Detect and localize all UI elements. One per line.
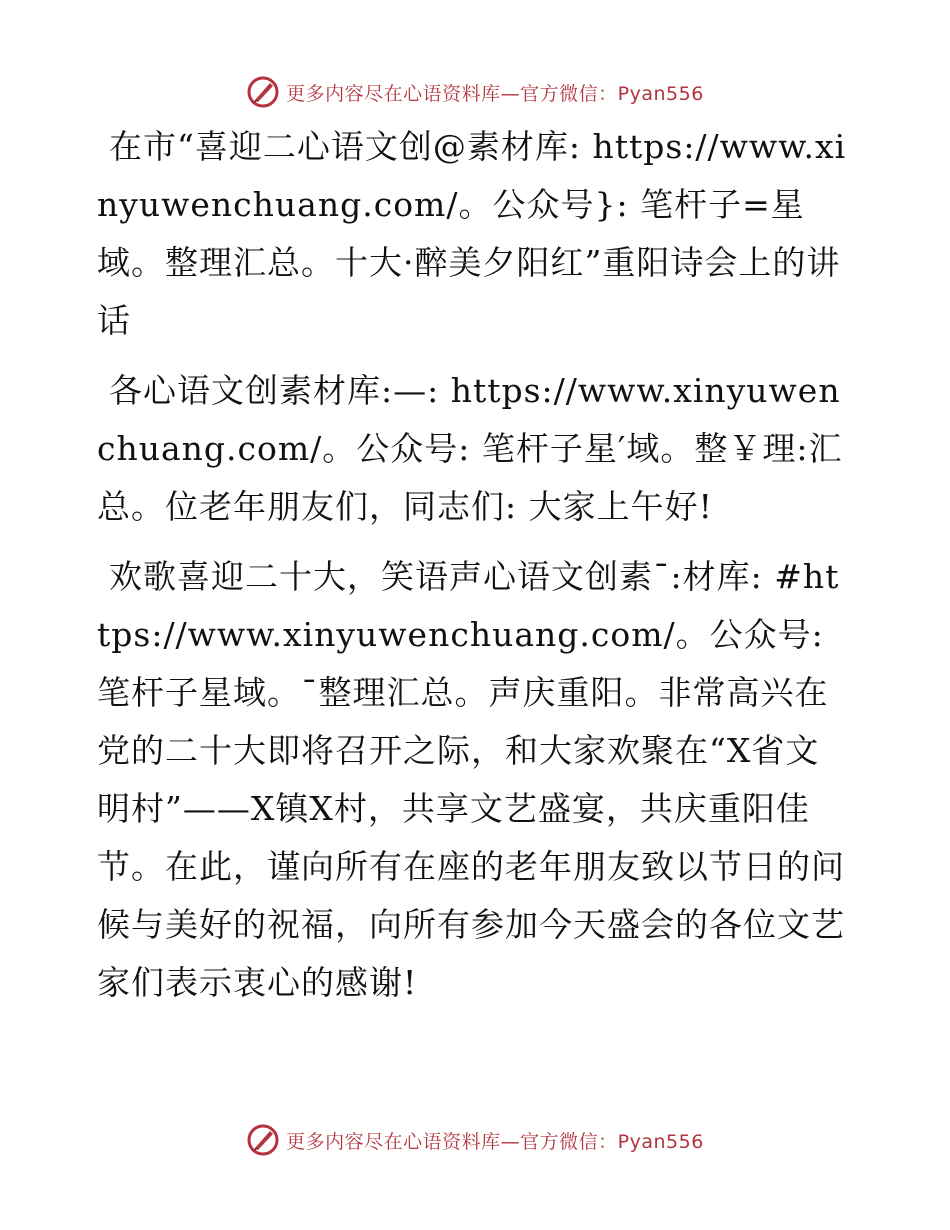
- footer-banner: [0, 1120, 950, 1160]
- footer-banner-text: 更多内容尽在心语资料库—官方微信：Pyan556: [286, 1130, 704, 1153]
- paragraph-1: 在市“喜迎二心语文创@素材库: https://www.xinyuwenchuang.com/。公众号}: 笔杆子=星域。整理汇总。十大·醉美夕阳红”重阳诗会上的讲话: [97, 127, 847, 340]
- paragraph-3: 欢歌喜迎二十大，笑语声心语文创素¯:材库: #https://www.xinyuwenchuang.com/。公众号: 笔杆子星域。¯整理汇总。声庆重阳。非常高兴在党的二十大即将召开之际，和大家欢聚在“X省文明村”——X镇X村，共享文艺盛宴，共庆重阳佳节。在此，谨向所有在座的老年朋友致以节日的问候与美好的祝福，向所有参加今天盛会的各位文艺家们表示衷心的感谢!: [97, 557, 845, 1002]
- header-banner: [0, 72, 950, 112]
- quill-pen-icon: [246, 1123, 280, 1157]
- paragraph-2: 各心语文创素材库:—: https://www.xinyuwenchuang.com/。公众号: 笔杆子星′域。整￥理:汇总。位老年朋友们，同志们: 大家上午好!: [97, 371, 843, 526]
- quill-pen-icon: [246, 75, 280, 109]
- header-banner-text: 更多内容尽在心语资料库—官方微信：Pyan556: [286, 82, 704, 105]
- document-body: [97, 118, 849, 1024]
